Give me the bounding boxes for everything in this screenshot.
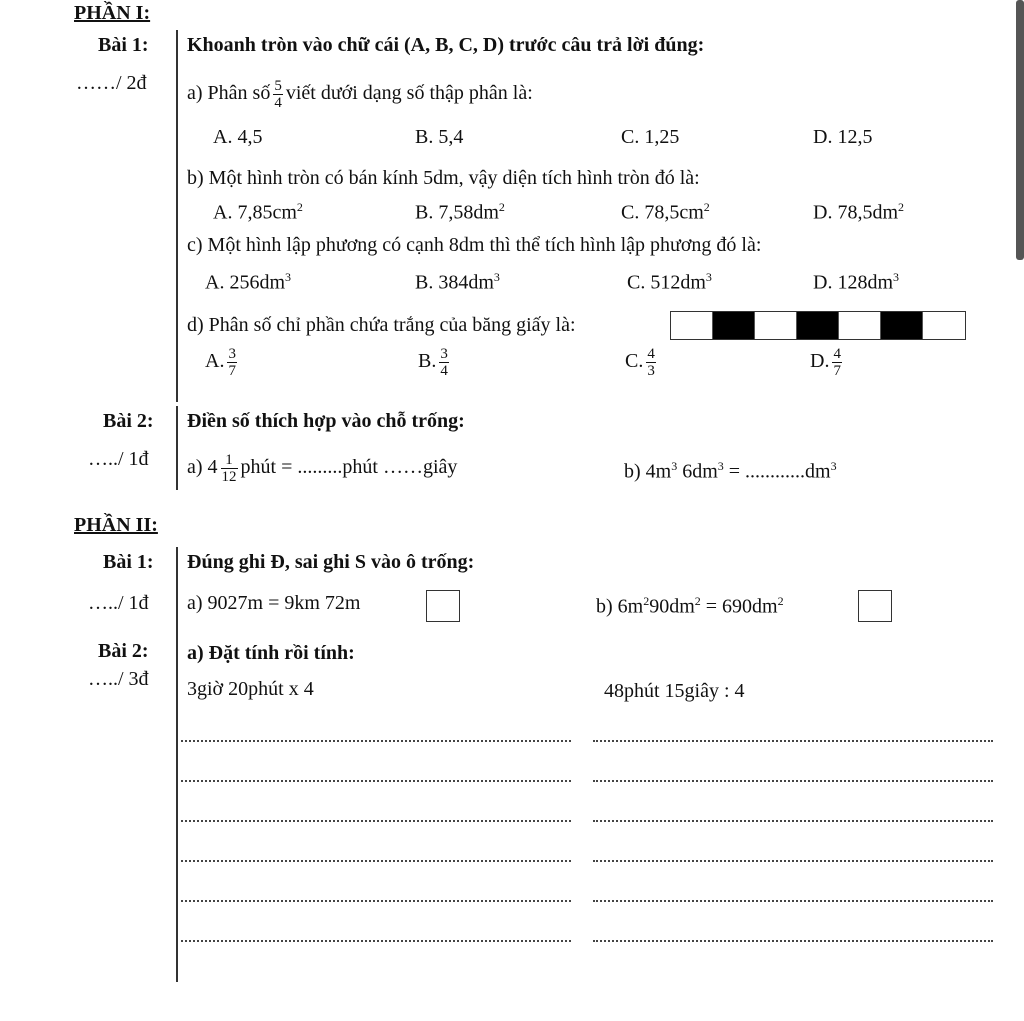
question-b: b) Một hình tròn có bán kính 5dm, vậy diện tích hình tròn đó là: [187, 167, 700, 189]
qd-option-a[interactable]: A. $\frac{3}{7}$ [205, 346, 236, 379]
qa-option-d[interactable]: D. 12,5 [813, 126, 873, 148]
strip-cell-black [797, 312, 839, 339]
strip-cell-white [923, 312, 965, 339]
part2-bai1-a: a) 9027m = 9km 72m [187, 592, 361, 614]
answer-line[interactable] [593, 780, 993, 782]
qd-option-b[interactable]: B. $\frac{3}{4}$ [418, 346, 448, 379]
part2-bai2-label: Bài 2: [98, 640, 149, 662]
qd-option-d[interactable]: D. $\frac{4}{7}$ [810, 346, 841, 379]
part2-bai1-label: Bài 1: [103, 551, 154, 573]
strip-cell-black [713, 312, 755, 339]
qb-option-b[interactable]: B. $7,58dm^2$ [415, 200, 505, 224]
question-a: a) Phân số $\frac{5}{4}$ viết dưới dạng số thập phân là: [187, 78, 533, 111]
part2-bai2-score: …../ 3đ [88, 668, 149, 690]
qc-option-d[interactable]: D. $128dm^3$ [813, 270, 899, 294]
strip-cell-black [881, 312, 923, 339]
part2-bai1-score: …../ 1đ [88, 592, 149, 614]
strip-cell-white [755, 312, 797, 339]
column-divider [176, 547, 178, 982]
bai2-score: …../ 1đ [88, 448, 149, 470]
bai2-question-b: b) $4m^3$ $6dm^3 = ............dm^3$ [624, 459, 837, 483]
question-d: d) Phân số chỉ phần chứa trắng của băng giấy là: [187, 314, 576, 336]
column-divider [176, 30, 178, 402]
qa-option-a[interactable]: A. 4,5 [213, 126, 263, 148]
part2-bai1-instruction: Đúng ghi Đ, sai ghi S vào ô trống: [187, 551, 475, 573]
part1-title: PHẦN I: [74, 2, 151, 24]
bai1-label: Bài 1: [98, 34, 149, 56]
part2-bai2-left-expr: 3giờ 20phút x 4 [187, 678, 314, 700]
part2-bai2-right-expr: 48phút 15giây : 4 [604, 680, 745, 702]
bai1-instruction: Khoanh tròn vào chữ cái (A, B, C, D) trước câu trả lời đúng: [187, 34, 705, 56]
answer-line[interactable] [176, 860, 571, 862]
answer-line[interactable] [176, 820, 571, 822]
qb-option-c[interactable]: C. $78,5cm^2$ [621, 200, 710, 224]
fraction-5-4: $\frac{5}{4}$ [274, 78, 282, 111]
bai1-score: ……/ 2đ [76, 72, 147, 94]
answer-line[interactable] [593, 860, 993, 862]
answer-box-b[interactable] [858, 590, 892, 622]
qc-option-c[interactable]: C. $512dm^3$ [627, 270, 712, 294]
qc-option-a[interactable]: A. $256dm^3$ [205, 270, 291, 294]
qa-option-c[interactable]: C. 1,25 [621, 126, 680, 148]
part2-bai2-instruction: a) Đặt tính rồi tính: [187, 642, 355, 664]
answer-line[interactable] [593, 820, 993, 822]
answer-line[interactable] [176, 940, 571, 942]
answer-line[interactable] [593, 900, 993, 902]
answer-line[interactable] [593, 740, 993, 742]
answer-line[interactable] [176, 780, 571, 782]
part2-bai1-b: b) $6m^290dm^2 = 690dm^2$ [596, 594, 784, 618]
answer-line[interactable] [593, 940, 993, 942]
strip-cell-white [671, 312, 713, 339]
qb-option-d[interactable]: D. $78,5dm^2$ [813, 200, 904, 224]
answer-line[interactable] [176, 900, 571, 902]
answer-line[interactable] [176, 740, 571, 742]
question-c: c) Một hình lập phương có cạnh 8dm thì thể tích hình lập phương đó là: [187, 234, 762, 256]
qa-option-b[interactable]: B. 5,4 [415, 126, 464, 148]
bai2-label: Bài 2: [103, 410, 154, 432]
qd-option-c[interactable]: C. $\frac{4}{3}$ [625, 346, 655, 379]
bai2-question-a: a) 4 $\frac{1}{12}$ phút = .........phút ……giây [187, 452, 458, 485]
bai2-instruction: Điền số thích hợp vào chỗ trống: [187, 410, 465, 432]
strip-cell-white [839, 312, 881, 339]
scrollbar[interactable] [1016, 0, 1024, 260]
answer-box-a[interactable] [426, 590, 460, 622]
qc-option-b[interactable]: B. $384dm^3$ [415, 270, 500, 294]
qb-option-a[interactable]: A. $7,85cm^2$ [213, 200, 303, 224]
part2-title: PHẦN II: [74, 514, 158, 536]
column-divider [176, 406, 178, 490]
paper-strip [670, 311, 966, 340]
